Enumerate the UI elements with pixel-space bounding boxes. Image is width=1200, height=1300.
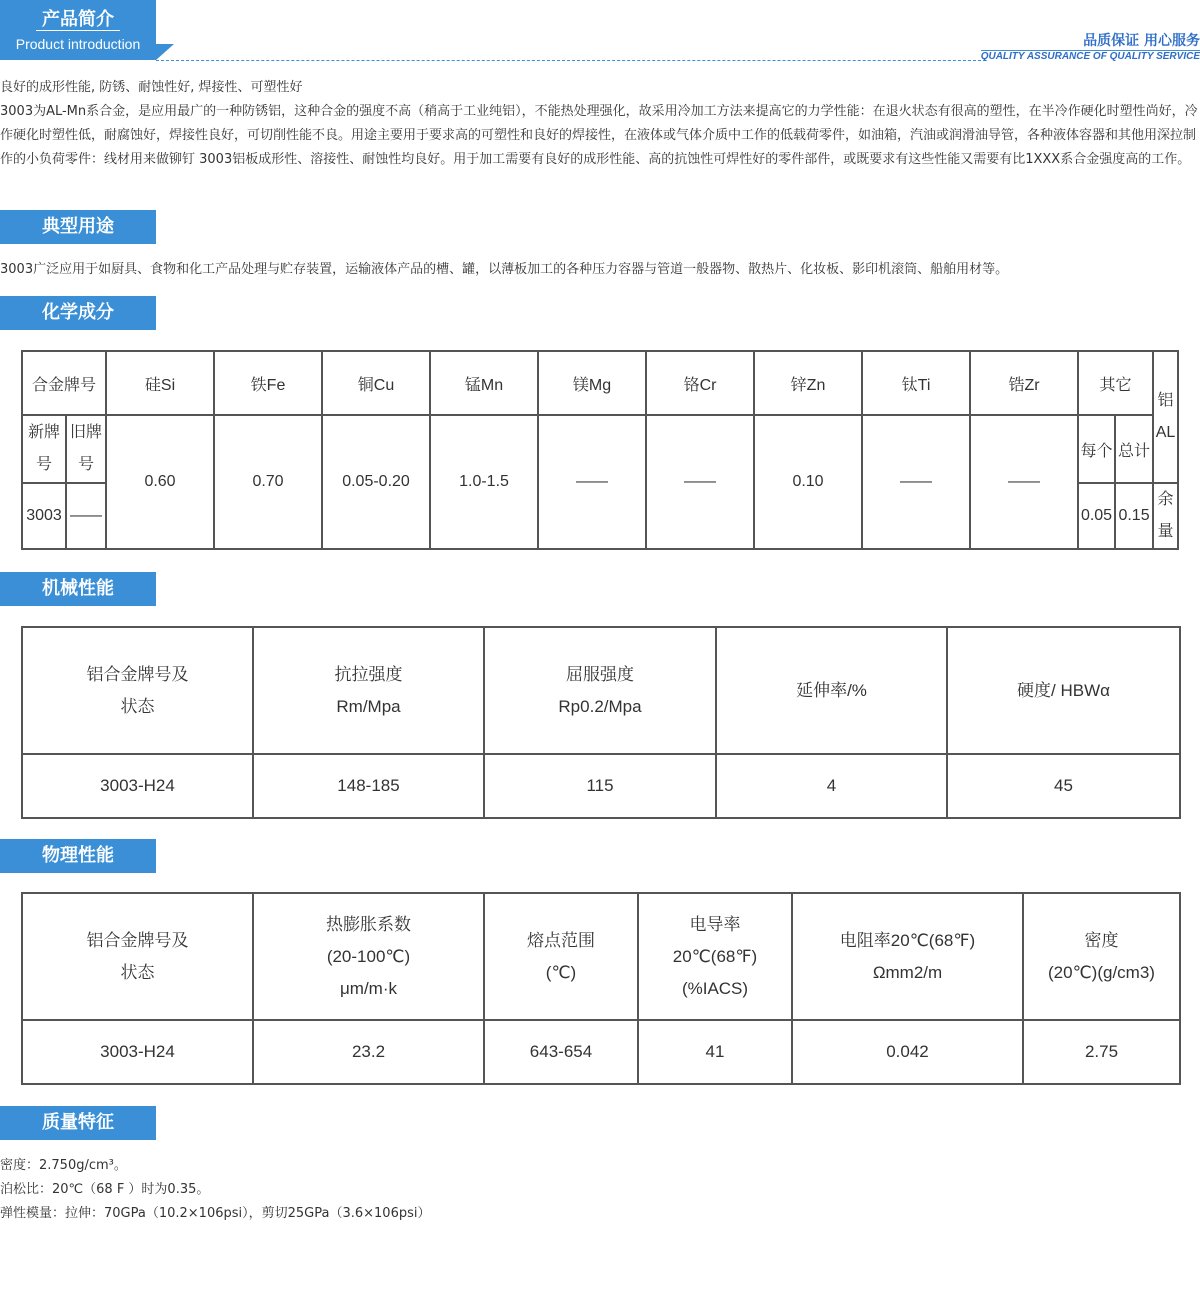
intro-line1: 良好的成形性能, 防锈、耐蚀性好, 焊接性、可塑性好 <box>0 80 303 95</box>
header-line: 硬度/ HBWα <box>1017 680 1110 700</box>
quality-line-poisson: 泊松比：20℃（68 F ）时为0.35。 <box>0 1182 210 1197</box>
table-row <box>22 627 1180 754</box>
element-header: 铜Cu <box>322 351 430 415</box>
table-cell: 115 <box>484 754 716 818</box>
usage-text: 3003广泛应用于如厨具、食物和化工产品处理与贮存装置，运输液体产品的槽、罐，以薄板加工的各种压力容器与管道一般器物、散热片、化妆板、影印机滚筒、船舶用材等。 <box>0 262 1009 277</box>
element-value: 1.0-1.5 <box>430 415 538 549</box>
table-cell: 2.75 <box>1023 1020 1180 1084</box>
element-header: 硅Si <box>106 351 214 415</box>
slogan-cn: 品质保证 用心服务 <box>1083 33 1200 49</box>
total-header: 总计 <box>1115 415 1153 483</box>
element-header: 钛Ti <box>862 351 970 415</box>
table-cell: 45 <box>947 754 1180 818</box>
header-cell <box>792 893 1023 1020</box>
element-value: 0.60 <box>106 415 214 549</box>
table-cell: 3003-H24 <box>22 754 253 818</box>
element-header: 镁Mg <box>538 351 646 415</box>
each-value: 0.05 <box>1078 483 1115 549</box>
product-intro-subtitle: Product introduction <box>15 36 141 52</box>
table-cell: 0.042 <box>792 1020 1023 1084</box>
alloy-grade-header: 合金牌号 <box>22 351 106 415</box>
header-line: 电阻率20℃(68℉) <box>839 930 976 950</box>
slogan <box>981 32 1200 63</box>
table-row <box>22 351 1178 415</box>
element-value: 0.05-0.20 <box>322 415 430 549</box>
table-cell: 23.2 <box>253 1020 484 1084</box>
table-row <box>22 1020 1180 1084</box>
element-header: 铬Cr <box>646 351 754 415</box>
usage-heading: 典型用途 <box>0 210 156 244</box>
tab-notch <box>156 44 174 60</box>
header-line: μm/m·k <box>339 978 397 998</box>
header-line: 铝合金牌号及 <box>86 930 189 950</box>
header-dashed-divider <box>156 60 986 61</box>
header-line: (%IACS) <box>681 978 749 998</box>
quality-heading: 质量特征 <box>0 1106 156 1140</box>
table-cell: 643-654 <box>484 1020 638 1084</box>
element-header: 锆Zr <box>970 351 1078 415</box>
element-value: 0.70 <box>214 415 322 549</box>
al-value: 余量 <box>1153 483 1178 549</box>
al-header: 铝AL <box>1153 351 1178 483</box>
physical-table <box>21 892 1181 1085</box>
table-row <box>22 754 1180 818</box>
chemical-table <box>21 350 1179 550</box>
element-value: —— <box>646 415 754 549</box>
element-header: 锌Zn <box>754 351 862 415</box>
total-value: 0.15 <box>1115 483 1153 549</box>
header-line: 状态 <box>120 696 155 716</box>
table-cell: 148-185 <box>253 754 484 818</box>
mechanical-table <box>21 626 1181 819</box>
header-cell <box>22 893 253 1020</box>
new-grade-value: 3003 <box>22 483 66 549</box>
header-cell <box>22 627 253 754</box>
header-line: 密度 <box>1084 930 1119 950</box>
mechanical-heading: 机械性能 <box>0 572 156 606</box>
new-grade-header: 新牌号 <box>22 415 66 483</box>
header-line: Ωmm2/m <box>872 962 943 982</box>
each-header: 每个 <box>1078 415 1115 483</box>
table-cell: 3003-H24 <box>22 1020 253 1084</box>
intro-text <box>0 76 1200 172</box>
old-grade-value: —— <box>66 483 106 549</box>
quality-line-density: 密度：2.750g/cm³。 <box>0 1158 127 1173</box>
header-line: 延伸率/% <box>796 680 867 700</box>
quality-list <box>0 1154 430 1226</box>
table-cell: 4 <box>716 754 947 818</box>
header-line: (20-100℃) <box>326 946 411 966</box>
header-cell <box>947 627 1180 754</box>
header-line: 抗拉强度 <box>334 664 403 684</box>
product-intro-title: 产品简介 <box>36 9 120 31</box>
header-line: 热膨胀系数 <box>326 914 411 934</box>
table-row <box>22 893 1180 1020</box>
chemical-heading: 化学成分 <box>0 296 156 330</box>
element-value: —— <box>862 415 970 549</box>
header-cell <box>638 893 792 1020</box>
header-cell <box>253 627 484 754</box>
table-cell: 41 <box>638 1020 792 1084</box>
header-line: 电导率 <box>689 914 741 934</box>
other-header: 其它 <box>1078 351 1153 415</box>
header-line: (℃) <box>545 962 577 982</box>
product-intro-tab <box>0 0 156 60</box>
header-line: Rp0.2/Mpa <box>558 696 642 716</box>
page-header <box>0 0 1200 64</box>
element-value: —— <box>538 415 646 549</box>
header-line: Rm/Mpa <box>336 696 401 716</box>
physical-heading: 物理性能 <box>0 839 156 873</box>
header-cell <box>716 627 947 754</box>
header-line: 20℃(68℉) <box>672 946 758 966</box>
intro-body: 3003为AL-Mn系合金，是应用最广的一种防锈铝，这种合金的强度不高（稍高于工业纯铝），不能热处理强化，故采用冷加工方法来提高它的力学性能：在退火状态有很高的塑性，在半冷作硬化时塑性尚好，冷作硬化时塑性低，耐腐蚀好，焊接性良好，可切削性能不良。用途主要用于要求高的可塑性和良好的焊接性，在液体或气体介质中工作的低载荷零件，如油箱，汽油或润滑油导管，各种液体容器和其他用深拉制作的小负荷零件：线材用来做铆钉 3003铝板成形性、溶接性、耐蚀性均良好。用于加工需要有良好的成形性能、高的抗蚀性可焊性好的零件部件，或既要求有这些性能又需要有比1XXX系合金强度高的工作。 <box>0 104 1198 167</box>
header-cell <box>1023 893 1180 1020</box>
element-header: 锰Mn <box>430 351 538 415</box>
header-line: 屈服强度 <box>566 664 634 684</box>
header-cell <box>253 893 484 1020</box>
table-row <box>22 415 1178 483</box>
header-cell <box>484 893 638 1020</box>
header-line: 状态 <box>120 962 155 982</box>
slogan-en: QUALITY ASSURANCE OF QUALITY SERVICE <box>980 51 1200 62</box>
element-header: 铁Fe <box>214 351 322 415</box>
element-value: —— <box>970 415 1078 549</box>
quality-line-modulus: 弹性模量：拉伸：70GPa（10.2×106psi），剪切25GPa（3.6×106psi） <box>0 1206 431 1221</box>
header-line: 熔点范围 <box>527 930 595 950</box>
header-line: 铝合金牌号及 <box>86 664 189 684</box>
old-grade-header: 旧牌号 <box>66 415 106 483</box>
header-cell <box>484 627 716 754</box>
element-value: 0.10 <box>754 415 862 549</box>
header-line: (20℃)(g/cm3) <box>1048 962 1155 982</box>
